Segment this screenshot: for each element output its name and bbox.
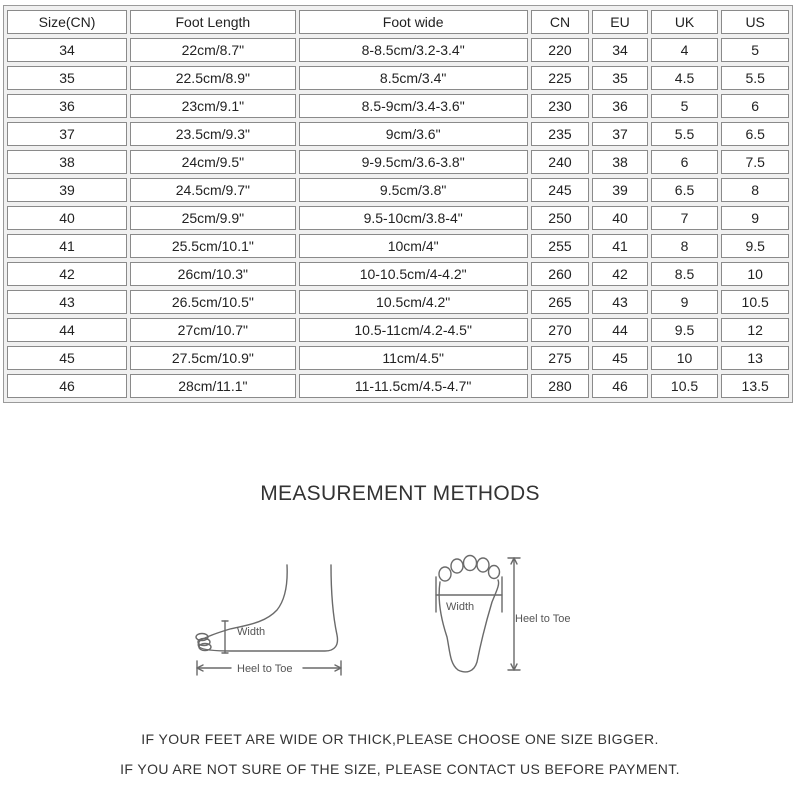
cell-size-cn: 44: [7, 318, 127, 342]
table-row: [7, 234, 789, 258]
cell-foot-length: 23cm/9.1": [130, 94, 296, 118]
top-width-label: Width: [446, 601, 475, 613]
cell-foot-length: 27cm/10.7": [130, 318, 296, 342]
cell-uk: 5: [651, 94, 719, 118]
cell-us: 6: [721, 94, 789, 118]
cell-foot-wide: 8.5-9cm/3.4-3.6": [299, 94, 528, 118]
cell-cn: 250: [531, 206, 590, 230]
cell-foot-wide: 8-8.5cm/3.2-3.4": [299, 38, 528, 62]
cell-us: 9: [721, 206, 789, 230]
cell-eu: 38: [592, 150, 648, 174]
cell-cn: 270: [531, 318, 590, 342]
cell-cn: 245: [531, 178, 590, 202]
cell-us: 5.5: [721, 66, 789, 90]
cell-us: 12: [721, 318, 789, 342]
header-us: US: [721, 10, 789, 34]
cell-us: 7.5: [721, 150, 789, 174]
cell-cn: 230: [531, 94, 590, 118]
cell-cn: 280: [531, 374, 590, 398]
cell-foot-length: 26cm/10.3": [130, 262, 296, 286]
cell-size-cn: 46: [7, 374, 127, 398]
table-row: [7, 262, 789, 286]
side-view-foot-illustration: [185, 555, 355, 685]
table-row: [7, 374, 789, 398]
cell-foot-wide: 10.5-11cm/4.2-4.5": [299, 318, 528, 342]
header-cn: CN: [531, 10, 590, 34]
cell-us: 10.5: [721, 290, 789, 314]
cell-foot-wide: 9.5-10cm/3.8-4": [299, 206, 528, 230]
table-row: [7, 150, 789, 174]
cell-foot-length: 24.5cm/9.7": [130, 178, 296, 202]
top-view-foot-illustration: [430, 552, 590, 682]
cell-us: 5: [721, 38, 789, 62]
table-row: [7, 122, 789, 146]
cell-foot-wide: 9cm/3.6": [299, 122, 528, 146]
cell-uk: 8: [651, 234, 719, 258]
cell-size-cn: 37: [7, 122, 127, 146]
cell-eu: 37: [592, 122, 648, 146]
table-row: [7, 318, 789, 342]
cell-foot-wide: 9.5cm/3.8": [299, 178, 528, 202]
cell-eu: 39: [592, 178, 648, 202]
table-row: [7, 178, 789, 202]
cell-eu: 36: [592, 94, 648, 118]
cell-cn: 235: [531, 122, 590, 146]
cell-foot-wide: 9-9.5cm/3.6-3.8": [299, 150, 528, 174]
cell-foot-wide: 8.5cm/3.4": [299, 66, 528, 90]
contact-note: IF YOU ARE NOT SURE OF THE SIZE, PLEASE CONTACT US BEFORE PAYMENT.: [120, 761, 680, 777]
cell-cn: 220: [531, 38, 590, 62]
cell-size-cn: 34: [7, 38, 127, 62]
cell-cn: 265: [531, 290, 590, 314]
cell-eu: 35: [592, 66, 648, 90]
cell-foot-wide: 10.5cm/4.2": [299, 290, 528, 314]
cell-uk: 6: [651, 150, 719, 174]
cell-foot-wide: 11-11.5cm/4.5-4.7": [299, 374, 528, 398]
cell-size-cn: 40: [7, 206, 127, 230]
cell-size-cn: 43: [7, 290, 127, 314]
cell-eu: 45: [592, 346, 648, 370]
cell-foot-wide: 10-10.5cm/4-4.2": [299, 262, 528, 286]
table-row: [7, 290, 789, 314]
cell-us: 9.5: [721, 234, 789, 258]
cell-uk: 9.5: [651, 318, 719, 342]
cell-uk: 8.5: [651, 262, 719, 286]
cell-foot-length: 22.5cm/8.9": [130, 66, 296, 90]
cell-foot-length: 23.5cm/9.3": [130, 122, 296, 146]
cell-eu: 41: [592, 234, 648, 258]
cell-uk: 10.5: [651, 374, 719, 398]
cell-foot-length: 24cm/9.5": [130, 150, 296, 174]
cell-cn: 225: [531, 66, 590, 90]
cell-us: 6.5: [721, 122, 789, 146]
header-uk: UK: [651, 10, 719, 34]
cell-foot-wide: 10cm/4": [299, 234, 528, 258]
header-foot-length: Foot Length: [130, 10, 296, 34]
cell-uk: 4: [651, 38, 719, 62]
header-foot-wide: Foot wide: [299, 10, 528, 34]
cell-size-cn: 39: [7, 178, 127, 202]
cell-foot-length: 27.5cm/10.9": [130, 346, 296, 370]
header-size-cn: Size(CN): [7, 10, 127, 34]
cell-eu: 46: [592, 374, 648, 398]
cell-eu: 43: [592, 290, 648, 314]
cell-size-cn: 41: [7, 234, 127, 258]
cell-us: 13.5: [721, 374, 789, 398]
cell-us: 10: [721, 262, 789, 286]
cell-size-cn: 42: [7, 262, 127, 286]
cell-eu: 44: [592, 318, 648, 342]
wide-feet-note: IF YOUR FEET ARE WIDE OR THICK,PLEASE CHOOSE ONE SIZE BIGGER.: [141, 731, 659, 747]
cell-cn: 240: [531, 150, 590, 174]
cell-uk: 10: [651, 346, 719, 370]
cell-foot-length: 26.5cm/10.5": [130, 290, 296, 314]
side-width-label: Width: [237, 626, 266, 638]
side-heel-to-toe-label: Heel to Toe: [237, 663, 293, 675]
measurement-methods-title: MEASUREMENT METHODS: [260, 482, 540, 505]
size-chart-table: [3, 5, 793, 403]
cell-foot-length: 22cm/8.7": [130, 38, 296, 62]
cell-uk: 4.5: [651, 66, 719, 90]
cell-foot-length: 25.5cm/10.1": [130, 234, 296, 258]
cell-cn: 255: [531, 234, 590, 258]
header-eu: EU: [592, 10, 648, 34]
table-row: [7, 94, 789, 118]
cell-uk: 7: [651, 206, 719, 230]
cell-us: 13: [721, 346, 789, 370]
top-heel-to-toe-label: Heel to Toe: [515, 613, 571, 625]
cell-size-cn: 45: [7, 346, 127, 370]
cell-cn: 275: [531, 346, 590, 370]
cell-eu: 34: [592, 38, 648, 62]
cell-us: 8: [721, 178, 789, 202]
cell-size-cn: 38: [7, 150, 127, 174]
cell-cn: 260: [531, 262, 590, 286]
table-row: [7, 206, 789, 230]
cell-uk: 9: [651, 290, 719, 314]
cell-foot-length: 25cm/9.9": [130, 206, 296, 230]
table-row: [7, 38, 789, 62]
cell-foot-length: 28cm/11.1": [130, 374, 296, 398]
table-row: [7, 346, 789, 370]
cell-eu: 42: [592, 262, 648, 286]
cell-foot-wide: 11cm/4.5": [299, 346, 528, 370]
table-header-row: [7, 10, 789, 34]
table-row: [7, 66, 789, 90]
cell-eu: 40: [592, 206, 648, 230]
cell-uk: 5.5: [651, 122, 719, 146]
cell-size-cn: 36: [7, 94, 127, 118]
cell-size-cn: 35: [7, 66, 127, 90]
cell-uk: 6.5: [651, 178, 719, 202]
